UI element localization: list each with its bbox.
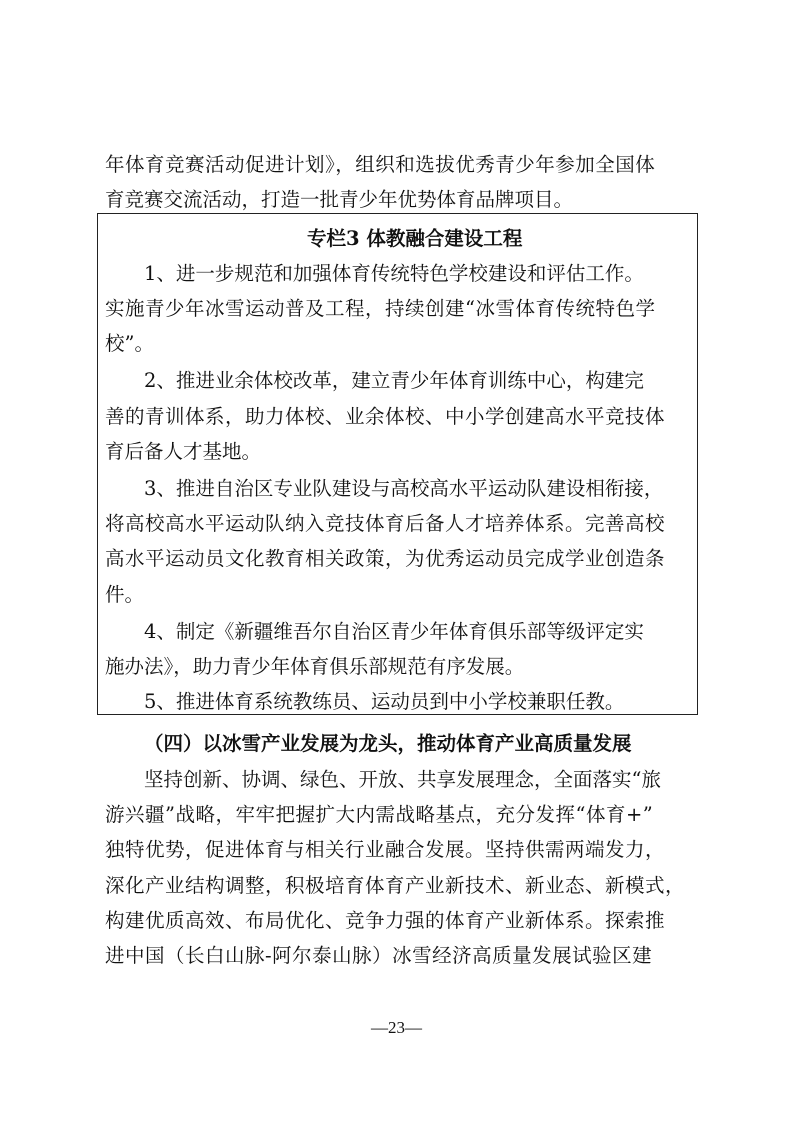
section-line-6: 进中国（长白山脉-阿尔泰山脉）冰雪经济高质量发展试验区建 (105, 944, 653, 967)
column-item-4-line-1: 4、制定《新疆维吾尔自治区青少年体育俱乐部等级评定实 (144, 620, 644, 643)
column-item-1-line-2: 实施青少年冰雪运动普及工程，持续创建“冰雪体育传统特色学 (105, 297, 656, 320)
column-item-2-line-3: 育后备人才基地。 (105, 440, 262, 463)
column-item-5-line-1: 5、推进体育系统教练员、运动员到中小学校兼职任教。 (144, 690, 625, 713)
section-line-4: 深化产业结构调整，积极培育体育产业新技术、新业态、新模式， (105, 874, 686, 897)
column-item-3-line-3: 高水平运动员文化教育相关政策，为优秀运动员完成学业创造条 (105, 547, 666, 570)
column-item-2-line-1: 2、推进业余体校改革，建立青少年体育训练中心，构建完 (144, 369, 644, 392)
column-item-3-line-2: 将高校高水平运动队纳入竞技体育后备人才培养体系。完善高校 (105, 512, 666, 535)
section-line-1: 坚持创新、协调、绿色、开放、共享发展理念，全面落实“旅 (144, 768, 661, 791)
column-item-1-line-1: 1、进一步规范和加强体育传统特色学校建设和评估工作。 (144, 262, 644, 285)
section-heading: （四）以冰雪产业发展为龙头，推动体育产业高质量发展 (144, 732, 632, 755)
section-line-2: 游兴疆”战略，牢牢把握扩大内需战略基点，充分发挥“体育+” (105, 803, 654, 826)
column-item-2-line-2: 善的青训体系，助力体校、业余体校、中小学创建高水平竞技体 (105, 405, 666, 428)
column-item-1-line-3: 校”。 (105, 332, 154, 355)
section-line-5: 构建优质高效、布局优化、竞争力强的体育产业新体系。探索推 (105, 909, 666, 932)
column-item-4-line-2: 施办法》，助力青少年体育俱乐部规范有序发展。 (105, 655, 525, 678)
section-line-3: 独特优势，促进体育与相关行业融合发展。坚持供需两端发力， (105, 838, 666, 861)
intro-line-1: 年体育竞赛活动促进计划》，组织和选拔优秀青少年参加全国体 (105, 153, 656, 176)
column-item-3-line-4: 件。 (105, 583, 145, 606)
page-number: —23— (371, 1018, 422, 1037)
column-box-title: 专栏3 体教融合建设工程 (307, 227, 523, 250)
intro-line-2: 育竞赛交流活动，打造一批青少年优势体育品牌项目。 (105, 188, 574, 211)
column-item-3-line-1: 3、推进自治区专业队建设与高校高水平运动队建设相衔接， (144, 477, 664, 500)
